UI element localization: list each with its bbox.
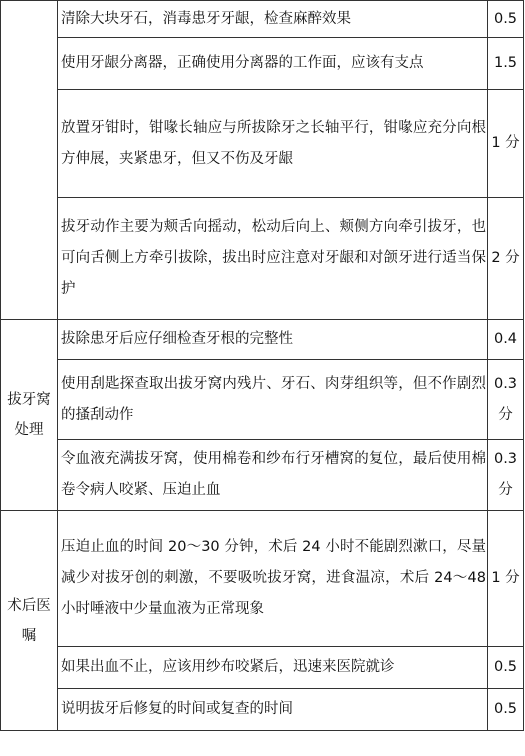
category-cell: 拔牙窝处理 — [1, 320, 58, 511]
step-content: 放置牙钳时，钳喙长轴应与所拔除牙之长轴平行，钳喙应充分向根方伸展，夹紧患牙，但又不伤及牙龈 — [58, 90, 488, 198]
step-content: 使用刮匙探查取出拔牙窝内残片、牙石、肉芽组织等，但不作剧烈的搔刮动作 — [58, 360, 488, 440]
step-content: 如果出血不止，应该用纱布咬紧后，迅速来医院就诊 — [58, 647, 488, 689]
step-content: 压迫止血的时间 20～30 分钟，术后 24 小时不能剧烈漱口，尽量减少对拔牙创的刺激，不要吸吮拔牙窝，进食温凉，术后 24～48 小时唾液中少量血液为正常现象 — [58, 511, 488, 647]
category-cell: 术后医嘱 — [1, 511, 58, 731]
step-score: 1 分 — [488, 511, 524, 647]
table-row — [1, 38, 524, 90]
step-score: 0.5 — [488, 647, 524, 689]
step-score: 1 分 — [488, 90, 524, 198]
table-row — [1, 90, 524, 198]
step-content: 令血液充满拔牙窝，使用棉卷和纱布行牙槽窝的复位，最后使用棉卷令病人咬紧、压迫止血 — [58, 440, 488, 511]
step-score: 0.3 分 — [488, 440, 524, 511]
step-content: 说明拔牙后修复的时间或复查的时间 — [58, 689, 488, 731]
step-score: 1.5 — [488, 38, 524, 90]
category-cell — [1, 1, 58, 320]
step-score: 0.3 分 — [488, 360, 524, 440]
step-content: 清除大块牙石，消毒患牙牙龈，检查麻醉效果 — [58, 1, 488, 38]
step-score: 0.5 — [488, 1, 524, 38]
step-score: 2 分 — [488, 198, 524, 320]
table-row — [1, 360, 524, 440]
table-row — [1, 647, 524, 689]
step-score: 0.4 — [488, 320, 524, 360]
step-content: 拔牙动作主要为颊舌向摇动，松动后向上、颊侧方向牵引拔牙，也可向舌侧上方牵引拔除，拔出时应注意对牙龈和对颌牙进行适当保护 — [58, 198, 488, 320]
table-row — [1, 689, 524, 731]
step-score: 0.5 — [488, 689, 524, 731]
table-row — [1, 1, 524, 38]
step-content: 使用牙龈分离器，正确使用分离器的工作面，应该有支点 — [58, 38, 488, 90]
table-row — [1, 440, 524, 511]
table-row — [1, 198, 524, 320]
step-content: 拔除患牙后应仔细检查牙根的完整性 — [58, 320, 488, 360]
table-row — [1, 511, 524, 647]
table-row — [1, 320, 524, 360]
